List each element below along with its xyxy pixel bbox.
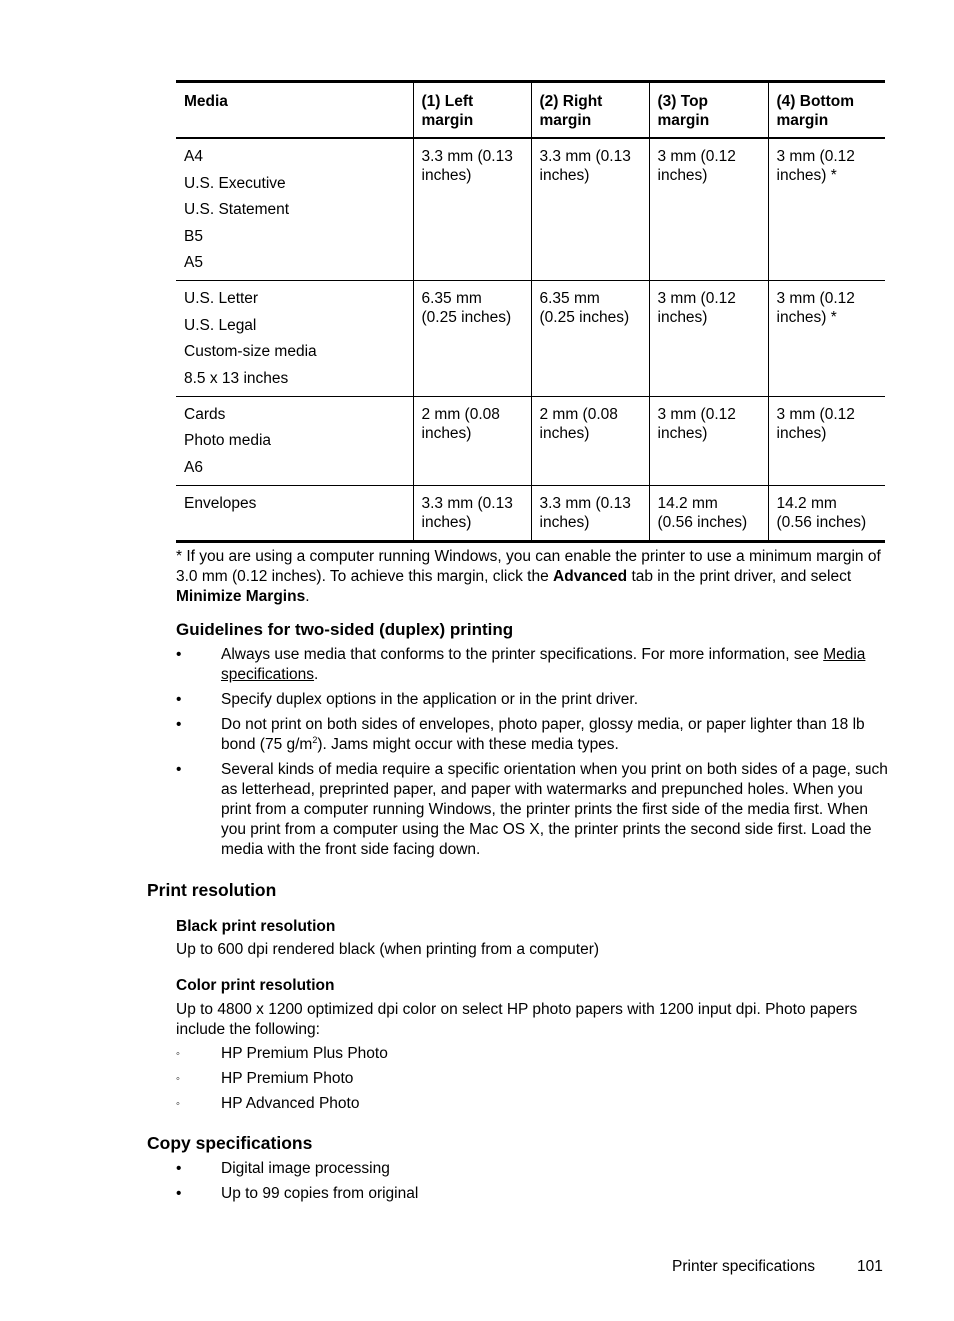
sub-bullet-icon: ◦ (176, 1098, 180, 1110)
margins-table-container (176, 80, 885, 543)
bottom-margin-cell: 3 mm (0.12 inches) (768, 396, 885, 485)
left-margin-cell: 3.3 mm (0.13 inches) (413, 485, 531, 541)
bullet-icon: • (176, 1185, 182, 1202)
top-margin-cell: 14.2 mm (0.56 inches) (649, 485, 768, 541)
footer-section-title: Printer specifications (672, 1258, 816, 1275)
list-item: • Always use media that conforms to the printer specifications. For more information, see Media specifications. (176, 646, 866, 683)
bottom-margin-cell: 3 mm (0.12 inches) * (768, 281, 885, 397)
duplex-guidelines-list (176, 645, 888, 865)
list-item: • Up to 99 copies from original (176, 1185, 419, 1202)
margin-footnote: * If you are using a computer running Windows, you can enable the printer to use a minimum margin of 3.0 mm (0.12 inches). To achieve this margin, click the Advanced tab in the print driver, and select Minimize Margins. (176, 548, 881, 605)
bullet-icon: • (176, 1160, 182, 1177)
header-bottom-margin: (4) Bottom margin (768, 82, 885, 139)
black-resolution-heading: Black print resolution (176, 918, 336, 935)
list-item: • Specify duplex options in the application or in the print driver. (176, 691, 639, 708)
list-item: • Several kinds of media require a specific orientation when you print on both sides of a page, such as letterhead, preprinted paper, and paper with watermarks and prepunched holes. When you print from a computer running Windows, the printer prints the first side of the media first. When you print from a computer using the Mac OS X, the printer prints the second side first. Load the media with the front side facing down. (176, 761, 888, 858)
bottom-margin-cell: 14.2 mm (0.56 inches) (768, 485, 885, 541)
black-resolution-text: Up to 600 dpi rendered black (when printing from a computer) (176, 941, 600, 958)
bullet-icon: • (176, 761, 182, 778)
color-resolution-heading: Color print resolution (176, 977, 335, 994)
left-margin-cell: 2 mm (0.08 inches) (413, 396, 531, 485)
left-margin-cell: 6.35 mm (0.25 inches) (413, 281, 531, 397)
photo-papers-list (176, 1044, 888, 1119)
right-margin-cell: 3.3 mm (0.13 inches) (531, 138, 649, 281)
top-margin-cell: 3 mm (0.12 inches) (649, 396, 768, 485)
media-cell: U.S. Letter U.S. Legal Custom-size media 8.5 x 13 inches (176, 281, 413, 397)
margins-table (176, 80, 885, 543)
media-cell: Cards Photo media A6 (176, 396, 413, 485)
bottom-margin-cell: 3 mm (0.12 inches) * (768, 138, 885, 281)
header-right-margin: (2) Right margin (531, 82, 649, 139)
top-margin-cell: 3 mm (0.12 inches) (649, 281, 768, 397)
copy-specifications-heading: Copy specifications (147, 1133, 313, 1153)
table-row (176, 396, 885, 485)
color-resolution-text: Up to 4800 x 1200 optimized dpi color on select HP photo papers with 1200 input dpi. Photo papers include the following: (176, 1001, 858, 1038)
list-item: • Digital image processing (176, 1160, 390, 1177)
bullet-icon: • (176, 716, 182, 733)
media-cell: A4 U.S. Executive U.S. Statement B5 A5 (176, 138, 413, 281)
bullet-icon: • (176, 691, 182, 708)
list-item: ◦ HP Advanced Photo (176, 1095, 360, 1112)
list-item: • Do not print on both sides of envelopes, photo paper, glossy media, or paper lighter than 18 lb bond (75 $g/m^2$). Jams might occur with these media types. (176, 716, 865, 753)
header-media: Media (176, 82, 413, 139)
header-left-margin: (1) Left margin (413, 82, 531, 139)
right-margin-cell: 2 mm (0.08 inches) (531, 396, 649, 485)
bullet-icon: • (176, 646, 182, 663)
page-number: 101 (857, 1258, 883, 1275)
sub-bullet-icon: ◦ (176, 1073, 180, 1085)
right-margin-cell: 3.3 mm (0.13 inches) (531, 485, 649, 541)
print-resolution-heading: Print resolution (147, 880, 277, 900)
sub-bullet-icon: ◦ (176, 1048, 180, 1060)
table-header-row (176, 82, 885, 139)
list-item: ◦ HP Premium Photo (176, 1070, 354, 1087)
media-cell: Envelopes (176, 485, 413, 541)
table-row (176, 485, 885, 541)
list-item: ◦ HP Premium Plus Photo (176, 1045, 388, 1062)
media-specifications-link[interactable]: Media specifications (221, 646, 866, 683)
copy-specifications-list (176, 1159, 888, 1209)
left-margin-cell: 3.3 mm (0.13 inches) (413, 138, 531, 281)
duplex-guidelines-heading: Guidelines for two-sided (duplex) printing (176, 620, 514, 639)
header-top-margin: (3) Top margin (649, 82, 768, 139)
table-row (176, 281, 885, 397)
table-row (176, 138, 885, 281)
top-margin-cell: 3 mm (0.12 inches) (649, 138, 768, 281)
right-margin-cell: 6.35 mm (0.25 inches) (531, 281, 649, 397)
